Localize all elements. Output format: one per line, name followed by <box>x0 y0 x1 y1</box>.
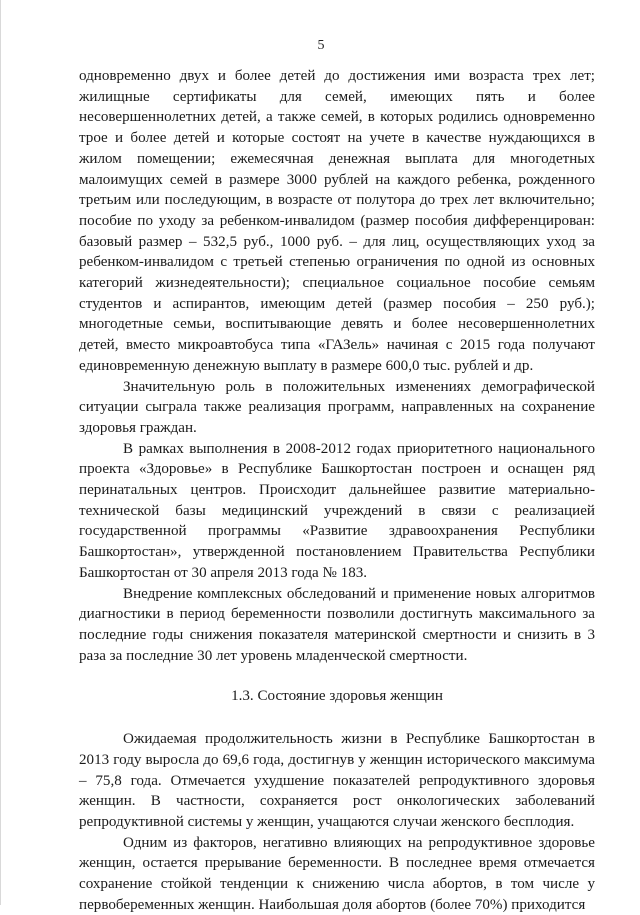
paragraph: Внедрение комплексных обследований и применение новых алгоритмов диагностики в период беременности позволили достигнуть максимального за последние годы снижения показателя материнской смертности и снизить в 3 раза за последние 30 лет уровень младенческой смертности. <box>79 585 595 664</box>
paragraph: одновременно двух и более детей до достижения ими возраста трех лет; жилищные сертификаты для семей, имеющих пять и более несовершеннолетних детей, а также семей, в которых родились одновременно трое и более детей и которые состоят на учете в качестве нуждающихся в жилом помещении; ежемесячная денежная выплата для многодетных малоимущих семей в размере 3000 рублей на каждого ребенка, рожденного третьим или последующим, в возрасте от полутора до трех лет включительно; пособие по уходу за ребенком-инвалидом (размер пособия дифференцирован: базовый размер – 532,5 руб., 1000 руб. – для лиц, осуществляющих уход за ребенком-инвалидом с третьей степенью ограничения по одной из основных категорий жизнедеятельности); специальное социальное пособие семьям студентов и аспирантов, имеющим детей (размер пособия – 250 руб.); многодетные семьи, воспитывающие девять и более несовершеннолетних детей, вместо микроавтобуса типа «ГАЗель» начиная с 2015 года получают единовременную денежную выплату в размере 600,0 тыс. рублей и др. <box>79 68 595 374</box>
paragraph: Значительную роль в положительных изменениях демографической ситуации сыграла также реализация программ, направленных на сохранение здоровья граждан. <box>79 378 595 436</box>
paragraph: Ожидаемая продолжительность жизни в Республике Башкортостан в 2013 году выросла до 69,6 года, достигнув у женщин исторического максимума – 75,8 года. Отмечается ухудшение показателей репродуктивного здоровья женщин. В частности, сохраняется рост онкологических заболеваний репродуктивной системы у женщин, учащаются случаи женского бесплодия. <box>79 731 595 830</box>
document-body <box>79 66 595 915</box>
paragraph: В рамках выполнения в 2008-2012 годах приоритетного национального проекта «Здоровье» в Республике Башкортостан построен и оснащен ряд перинатальных центров. Происходит дальнейшее развитие материально-технической базы медицинский учреждений в связи с реализацией государственной программы «Развитие здравоохранения Республики Башкортостан», утвержденной постановлением Правительства Республики Башкортостан от 30 апреля 2013 года № 183. <box>79 440 595 581</box>
section-heading: 1.3. Состояние здоровья женщин <box>231 688 443 705</box>
paragraph: Одним из факторов, негативно влияющих на репродуктивное здоровье женщин, остается прерывание беременности. В последнее время отмечается сохранение стойкой тенденции к снижению числа абортов, в том числе у первобеременных женщин. Наибольшая доля абортов (более 70%) приходится <box>79 834 595 913</box>
page-number: 5 <box>317 38 325 53</box>
paragraphs-before-heading <box>79 66 595 666</box>
paragraphs-after-heading <box>79 729 595 915</box>
